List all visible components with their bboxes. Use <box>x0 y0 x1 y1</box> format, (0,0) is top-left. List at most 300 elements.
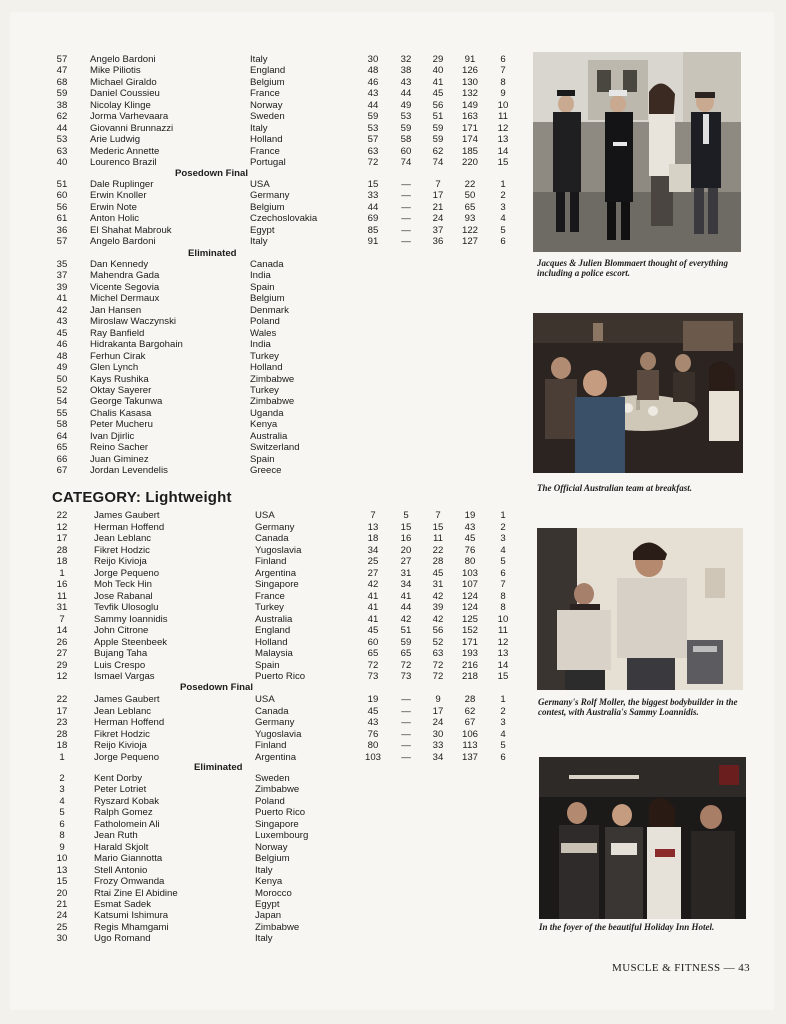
table-row <box>10 362 535 373</box>
score-round-3: 15 <box>432 521 444 533</box>
competitor-number: 63 <box>56 145 68 157</box>
placing: 8 <box>500 76 506 88</box>
placing: 4 <box>500 544 506 556</box>
light-posedown-heading: Posedown Final <box>180 682 254 693</box>
score-round-2: 15 <box>400 521 412 533</box>
score-round-1: 34 <box>367 544 379 556</box>
competitor-number: 60 <box>56 190 68 202</box>
score-round-3: 31 <box>432 579 444 590</box>
competitor-name: Frozy Omwanda <box>94 876 165 888</box>
competitor-number: 18 <box>56 556 68 567</box>
competitor-country: Zimbabwe <box>250 396 295 408</box>
score-round-1: 103 <box>364 751 381 763</box>
score-round-3: 9 <box>435 694 441 705</box>
competitor-name: Ismael Vargas <box>94 671 155 682</box>
score-round-3: 7 <box>435 510 441 521</box>
table-row <box>10 54 535 65</box>
score-round-3: 62 <box>432 145 444 157</box>
competitor-country: Malaysia <box>255 648 293 659</box>
table-row <box>10 556 535 567</box>
score-round-2: 44 <box>400 88 412 100</box>
competitor-name: Reino Sacher <box>90 442 149 454</box>
table-row <box>10 351 535 362</box>
competitor-country: Norway <box>255 841 288 853</box>
score-round-2: 42 <box>400 613 412 625</box>
competitor-name: Dan Kennedy <box>90 259 149 270</box>
table-row <box>10 408 535 419</box>
competitor-name: Regis Mhamgami <box>94 921 169 933</box>
competitor-country: Holland <box>255 636 288 648</box>
competitor-country: Egypt <box>250 224 275 236</box>
score-round-1: 60 <box>367 636 379 648</box>
table-row <box>10 533 535 544</box>
competitor-number: 39 <box>56 281 68 293</box>
competitor-number: 55 <box>56 407 68 419</box>
score-round-1: 57 <box>367 134 379 146</box>
score-round-1: 42 <box>367 579 379 590</box>
competitor-name: Erwin Note <box>90 201 137 213</box>
score-round-1: 72 <box>367 157 379 169</box>
score-round-3: 56 <box>432 99 444 111</box>
score-round-3: 59 <box>432 122 444 134</box>
competitor-name: Jean Leblanc <box>94 533 152 544</box>
competitor-number: 22 <box>56 510 68 521</box>
score-round-1: 80 <box>367 740 379 751</box>
competitor-number: 58 <box>56 419 68 431</box>
placing: 5 <box>500 224 506 236</box>
table-row <box>10 465 535 476</box>
competitor-country: Turkey <box>255 602 284 613</box>
score-round-2: 59 <box>400 122 412 134</box>
competitor-number: 38 <box>56 99 68 111</box>
competitor-number: 35 <box>56 259 68 270</box>
table-row <box>10 888 535 899</box>
competitor-country: Turkey <box>250 350 279 362</box>
competitor-number: 61 <box>56 213 68 225</box>
competitor-name: Mederic Annette <box>90 145 160 157</box>
competitor-number: 50 <box>56 373 68 385</box>
competitor-country: Norway <box>250 99 283 111</box>
score-round-3: 37 <box>432 224 444 236</box>
competitor-name: Jorge Pequeno <box>94 567 160 579</box>
score-round-1: 33 <box>367 190 379 202</box>
score-total: 43 <box>464 521 476 533</box>
score-total: 93 <box>464 213 476 225</box>
placing: 14 <box>497 145 509 157</box>
placing: 7 <box>500 579 506 590</box>
table-row <box>10 830 535 841</box>
competitor-number: 31 <box>56 602 68 613</box>
placing: 1 <box>500 694 506 705</box>
score-total: 193 <box>461 648 478 659</box>
score-round-2: 31 <box>400 567 412 579</box>
competitor-name: Kays Rushika <box>90 373 149 385</box>
competitor-country: Japan <box>255 910 282 922</box>
score-total: 218 <box>461 671 478 682</box>
score-total: 103 <box>461 567 478 579</box>
score-round-3: 39 <box>432 602 444 613</box>
score-round-1: 41 <box>367 590 379 602</box>
competitor-name: Katsumi Ishimura <box>94 910 169 922</box>
competitor-country: Yugoslavia <box>255 728 302 740</box>
competitor-number: 49 <box>56 362 68 374</box>
score-round-1: 65 <box>367 648 379 659</box>
score-round-3: 24 <box>432 213 444 225</box>
score-total: 126 <box>461 65 478 77</box>
competitor-number: 53 <box>56 134 68 146</box>
competitor-number: 18 <box>56 740 68 751</box>
competitor-country: Singapore <box>255 579 299 590</box>
competitor-country: Belgium <box>255 853 290 865</box>
competitor-country: Belgium <box>250 293 285 305</box>
competitor-name: Peter Mucheru <box>90 419 153 431</box>
score-total: 137 <box>461 751 478 763</box>
table-row <box>10 671 535 682</box>
competitor-number: 3 <box>59 784 65 796</box>
competitor-name: Moh Teck Hin <box>94 579 152 590</box>
photo-breakfast <box>533 313 743 473</box>
competitor-name: Jorge Pequeno <box>94 751 160 763</box>
score-total: 185 <box>461 145 478 157</box>
competitor-name: Jordan Levendelis <box>90 465 168 477</box>
table-row <box>10 625 535 636</box>
score-round-2: 58 <box>400 134 412 146</box>
competitor-number: 20 <box>56 887 68 899</box>
score-round-3: 7 <box>435 179 441 190</box>
score-round-2: — <box>401 236 411 248</box>
score-round-1: 15 <box>367 179 379 190</box>
photo-rolf-moller <box>537 528 743 690</box>
competitor-number: 51 <box>56 179 68 190</box>
competitor-country: Morocco <box>255 887 292 899</box>
competitor-country: Puerto Rico <box>255 671 306 682</box>
competitor-country: Germany <box>255 717 295 728</box>
photo-holiday-inn-image <box>539 757 746 919</box>
competitor-country: Holland <box>250 134 283 146</box>
score-round-3: 17 <box>432 190 444 202</box>
table-row <box>10 706 535 717</box>
competitor-name: Daniel Coussieu <box>90 88 160 100</box>
table-row <box>10 100 535 111</box>
score-round-2: 34 <box>400 579 412 590</box>
table-row <box>10 579 535 590</box>
competitor-number: 17 <box>56 705 68 717</box>
table-row <box>10 637 535 648</box>
competitor-number: 17 <box>56 533 68 544</box>
competitor-country: Canada <box>255 705 289 717</box>
score-round-2: 38 <box>400 65 412 77</box>
competitor-number: 64 <box>56 430 68 442</box>
competitor-name: Vicente Segovia <box>90 281 160 293</box>
competitor-country: Singapore <box>255 818 299 830</box>
placing: 11 <box>498 111 508 123</box>
table-row <box>10 717 535 728</box>
competitor-name: Apple Steenbeek <box>94 636 168 648</box>
score-total: 125 <box>461 613 478 625</box>
score-round-2: 51 <box>400 625 412 636</box>
table-row <box>10 694 535 705</box>
competitor-name: Angelo Bardoni <box>90 236 156 248</box>
competitor-country: Spain <box>250 453 275 465</box>
competitor-number: 47 <box>56 65 68 77</box>
competitor-number: 4 <box>59 795 65 807</box>
competitor-country: Belgium <box>250 76 285 88</box>
competitor-number: 66 <box>56 453 68 465</box>
competitor-number: 48 <box>56 350 68 362</box>
score-round-2: 72 <box>400 659 412 671</box>
competitor-number: 41 <box>56 293 68 305</box>
competitor-country: Sweden <box>250 111 285 123</box>
table-row <box>10 190 535 201</box>
competitor-country: England <box>255 625 291 636</box>
competitor-number: 13 <box>56 864 68 876</box>
competitor-name: Jorma Varhevaara <box>90 111 169 123</box>
score-round-3: 33 <box>432 740 444 751</box>
competitor-name: Herman Hoffend <box>94 717 165 728</box>
competitor-name: Mike Piliotis <box>90 65 141 77</box>
score-total: 91 <box>464 54 476 65</box>
score-round-2: — <box>401 224 411 236</box>
score-round-3: 74 <box>432 157 444 169</box>
competitor-country: Yugoslavia <box>255 544 302 556</box>
competitor-country: England <box>250 65 286 77</box>
score-round-3: 51 <box>432 111 444 123</box>
score-round-2: — <box>401 179 411 190</box>
competitor-country: Canada <box>255 533 289 544</box>
competitor-name: Mario Giannotta <box>94 853 163 865</box>
score-round-1: 25 <box>367 556 379 567</box>
table-row <box>10 111 535 122</box>
score-round-1: 41 <box>367 602 379 613</box>
competitor-name: Angelo Bardoni <box>90 54 156 65</box>
competitor-name: Oktay Sayerer <box>90 384 152 396</box>
placing: 14 <box>497 659 509 671</box>
magazine-page <box>10 12 774 1010</box>
competitor-name: James Gaubert <box>94 694 160 705</box>
table-row <box>10 419 535 430</box>
competitor-country: Kenya <box>250 419 278 431</box>
table-row <box>10 282 535 293</box>
competitor-country: Poland <box>255 795 285 807</box>
table-row <box>10 819 535 830</box>
placing: 7 <box>500 65 506 77</box>
placing: 13 <box>497 134 509 146</box>
competitor-number: 54 <box>56 396 68 408</box>
competitor-name: James Gaubert <box>94 510 160 521</box>
score-round-3: 30 <box>432 728 444 740</box>
competitor-country: India <box>250 339 271 351</box>
table-row <box>10 784 535 795</box>
competitor-number: 42 <box>56 304 68 316</box>
score-total: 132 <box>461 88 478 100</box>
competitor-number: 12 <box>56 521 68 533</box>
competitor-country: Finland <box>255 556 287 567</box>
score-total: 28 <box>464 694 476 705</box>
competitor-name: Ray Banfield <box>90 327 145 339</box>
score-total: 50 <box>464 190 476 202</box>
competitor-country: USA <box>255 510 275 521</box>
competitor-number: 68 <box>56 76 68 88</box>
competitor-name: Luis Crespo <box>94 659 146 671</box>
competitor-name: Stell Antonio <box>94 864 148 876</box>
score-total: 113 <box>462 740 478 751</box>
table-row <box>10 213 535 224</box>
competitor-number: 43 <box>56 316 68 328</box>
score-round-2: — <box>401 740 411 751</box>
score-round-1: 44 <box>367 99 379 111</box>
caption-rolf-moller: Germany's Rolf Moller, the biggest bodybuilder in the contest, with Australia's Sammy Loannidis. <box>538 697 738 717</box>
competitor-name: Miroslaw Waczynski <box>90 316 176 328</box>
score-round-3: 29 <box>432 54 444 65</box>
competitor-number: 29 <box>56 659 68 671</box>
table-row <box>10 876 535 887</box>
table-row <box>10 740 535 751</box>
score-round-2: — <box>401 201 411 213</box>
score-round-3: 45 <box>432 88 444 100</box>
competitor-number: 46 <box>56 339 68 351</box>
placing: 6 <box>500 751 506 763</box>
score-round-2: 74 <box>400 157 412 169</box>
competitor-number: 57 <box>56 236 68 248</box>
score-round-2: 20 <box>400 544 412 556</box>
score-round-1: 63 <box>367 145 379 157</box>
score-total: 124 <box>461 602 478 613</box>
competitor-country: Finland <box>255 740 287 751</box>
score-total: 45 <box>464 533 476 544</box>
competitor-name: Reijo Kivioja <box>94 556 147 567</box>
placing: 2 <box>500 190 506 202</box>
light-eliminated-heading: Eliminated <box>194 762 243 773</box>
table-row <box>10 431 535 442</box>
table-row <box>10 328 535 339</box>
score-round-1: 48 <box>367 65 379 77</box>
score-round-2: — <box>401 728 411 740</box>
placing: 10 <box>497 99 509 111</box>
competitor-name: Hidrakanta Bargohain <box>90 339 183 351</box>
table-row <box>10 123 535 134</box>
score-total: 107 <box>461 579 478 590</box>
competitor-country: Zimbabwe <box>255 921 300 933</box>
competitor-number: 16 <box>56 579 68 590</box>
table-row <box>10 648 535 659</box>
competitor-number: 2 <box>59 773 65 784</box>
competitor-country: Canada <box>250 259 284 270</box>
competitor-country: USA <box>255 694 275 705</box>
score-round-2: — <box>401 717 411 728</box>
competitor-country: Luxembourg <box>255 830 309 842</box>
score-round-1: 72 <box>367 659 379 671</box>
competitor-country: Spain <box>255 659 280 671</box>
score-round-3: 24 <box>432 717 444 728</box>
score-round-3: 56 <box>432 625 444 636</box>
table-row <box>10 568 535 579</box>
placing: 2 <box>500 521 506 533</box>
score-round-3: 28 <box>432 556 444 567</box>
score-round-1: 41 <box>367 613 379 625</box>
competitor-name: Jean Ruth <box>94 830 138 842</box>
placing: 3 <box>500 533 506 544</box>
score-total: 216 <box>461 659 478 671</box>
competitor-number: 28 <box>56 544 68 556</box>
placing: 15 <box>497 157 509 169</box>
competitor-number: 57 <box>56 54 68 65</box>
score-round-1: 59 <box>367 111 379 123</box>
table-row <box>10 807 535 818</box>
competitor-country: Italy <box>250 54 268 65</box>
table-row <box>10 899 535 910</box>
placing: 4 <box>500 213 506 225</box>
score-round-1: 53 <box>367 122 379 134</box>
competitor-number: 30 <box>56 933 68 945</box>
placing: 2 <box>500 705 506 717</box>
score-round-2: 32 <box>400 54 412 65</box>
score-total: 106 <box>461 728 478 740</box>
competitor-country: Wales <box>250 327 277 339</box>
score-round-1: 43 <box>367 88 379 100</box>
score-round-3: 52 <box>432 636 444 648</box>
page-footer: MUSCLE & FITNESS — 43 <box>612 962 750 974</box>
competitor-name: Dale Ruplinger <box>90 179 154 190</box>
score-round-3: 42 <box>432 590 444 602</box>
table-row <box>10 729 535 740</box>
table-row <box>10 88 535 99</box>
score-round-1: 73 <box>367 671 379 682</box>
placing: 3 <box>500 201 506 213</box>
placing: 9 <box>500 88 506 100</box>
competitor-country: Italy <box>250 236 268 248</box>
table-row <box>10 660 535 671</box>
placing: 8 <box>500 590 506 602</box>
placing: 8 <box>500 602 506 613</box>
competitor-name: Fatholomein Ali <box>94 818 160 830</box>
table-row <box>10 752 535 763</box>
competitor-number: 1 <box>59 567 65 579</box>
score-total: 127 <box>461 236 478 248</box>
score-round-2: 5 <box>403 510 409 521</box>
score-total: 171 <box>461 122 478 134</box>
table-row <box>10 259 535 270</box>
photo-police-escort-image <box>533 52 741 252</box>
score-round-1: 30 <box>367 54 379 65</box>
score-round-3: 22 <box>432 544 444 556</box>
table-row <box>10 510 535 521</box>
table-row <box>10 545 535 556</box>
photo-holiday-inn <box>539 757 746 919</box>
score-round-2: 53 <box>400 111 412 123</box>
competitor-name: Ferhun Cirak <box>90 350 146 362</box>
photo-police-escort <box>533 52 741 252</box>
competitor-name: Jean Leblanc <box>94 705 152 717</box>
competitor-number: 36 <box>56 224 68 236</box>
competitor-number: 14 <box>56 625 68 636</box>
table-row <box>10 385 535 396</box>
competitor-country: Spain <box>250 281 275 293</box>
competitor-name: Tevfik Ulosoglu <box>94 602 159 613</box>
placing: 6 <box>500 567 506 579</box>
table-row <box>10 305 535 316</box>
competitor-name: Nicolay Klinge <box>90 99 151 111</box>
table-row <box>10 602 535 613</box>
table-row <box>10 396 535 407</box>
score-round-2: 59 <box>400 636 412 648</box>
score-total: 149 <box>461 99 478 111</box>
score-total: 122 <box>461 224 478 236</box>
score-round-3: 72 <box>432 659 444 671</box>
table-row <box>10 853 535 864</box>
competitor-country: Zimbabwe <box>255 784 300 796</box>
competitor-number: 23 <box>56 717 68 728</box>
score-round-1: 13 <box>367 521 379 533</box>
